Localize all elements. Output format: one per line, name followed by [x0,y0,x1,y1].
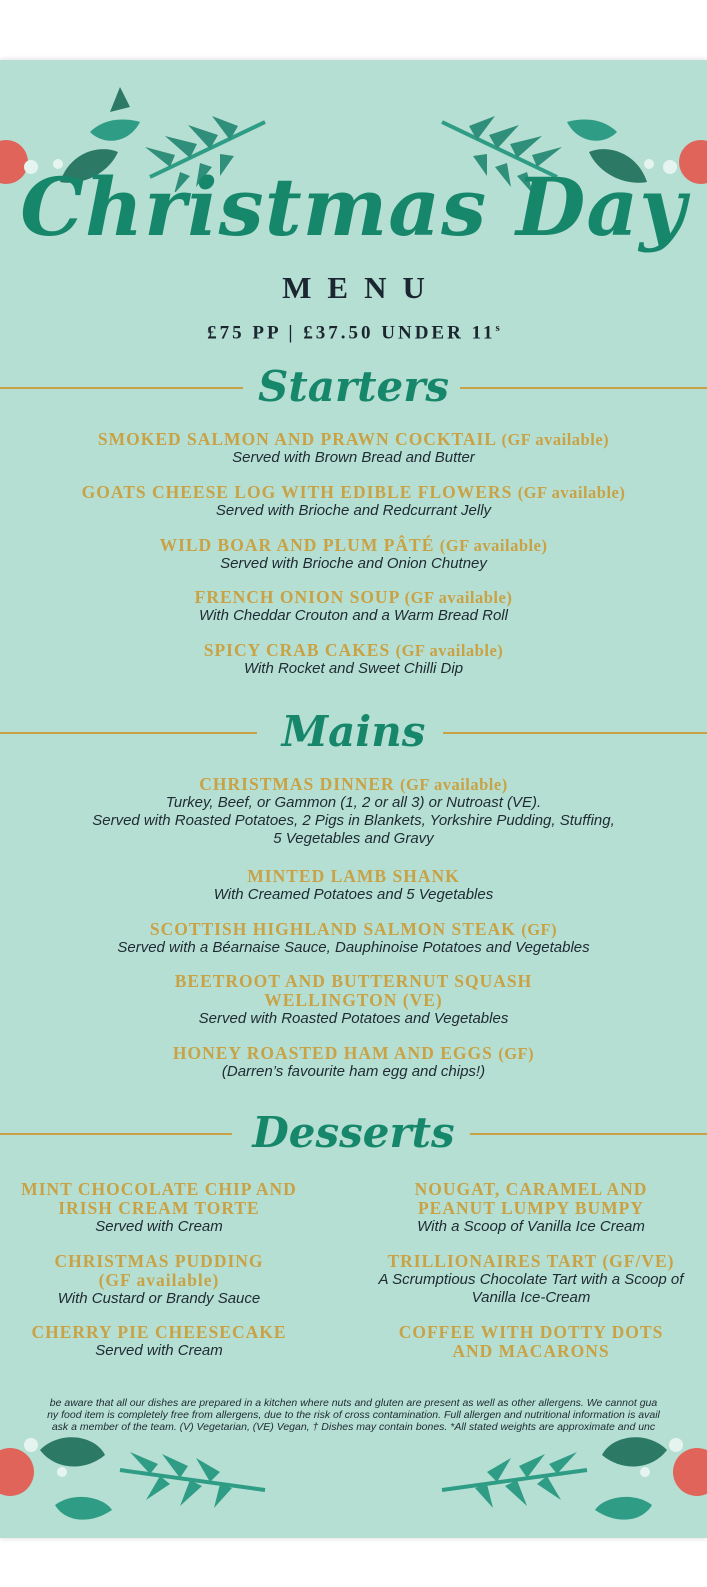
starters-heading [0,357,707,417]
item-description: A Scrumptious Chocolate Tart with a Scoop of [378,1271,684,1288]
item-name: NOUGAT, CARAMEL AND [414,1179,648,1199]
item-description: (Darren’s favourite ham egg and chips!) [221,1063,486,1080]
christmas-menu [0,60,707,1538]
item-description: With Rocket and Sweet Chilli Dip [243,660,464,677]
menu-item [0,920,707,957]
menu-item [0,775,707,848]
menu-subtitle: MENU [282,270,441,305]
menu-item [0,641,707,678]
section-title-mains: Mains [281,707,426,756]
item-description: With Cheddar Crouton and a Warm Bread Roll [199,607,508,624]
dessert-item [355,1252,707,1307]
item-description: Turkey, Beef, or Gammon (1, 2 or all 3) or Nutroast (VE). [165,794,542,811]
item-tag: (GF available) [98,1270,220,1290]
item-tag: (GF available) [404,588,513,607]
disclaimer-line: be aware that all our dishes are prepared in a kitchen where nuts and gluten are present as well as other allergens. We cannot gua [49,1397,658,1409]
item-name: FRENCH ONION SOUP [194,587,400,607]
item-name: SCOTTISH HIGHLAND SALMON STEAK [149,919,516,939]
item-tag: (GF available) [501,430,610,449]
item-description: Vanilla Ice-Cream [471,1289,591,1306]
menu-item [0,588,707,625]
item-name: MINTED LAMB SHANK [247,866,460,886]
item-name: PEANUT LUMPY BUMPY [417,1198,645,1218]
page-title: Christmas Day [20,160,687,254]
price-text: £75 PP | £37.50 UNDER 11 [207,322,496,344]
item-description: With Custard or Brandy Sauce [57,1290,261,1307]
menu-item [0,430,707,467]
item-tag: (GF available) [439,536,548,555]
item-description: Served with Brown Bread and Butter [232,449,475,466]
item-name: SMOKED SALMON AND PRAWN COCKTAIL [97,429,497,449]
menu-item [0,972,707,1028]
item-name: GOATS CHEESE LOG WITH EDIBLE FLOWERS [81,482,513,502]
disclaimer-line: ask a member of the team. (V) Vegetarian, (VE) Vegan, † Dishes may contain bones. *All stated weights are approximate and unc [51,1421,656,1433]
item-description: With Creamed Potatoes and 5 Vegetables [213,886,494,903]
item-description: Served with Brioche and Onion Chutney [220,555,487,572]
item-description: Served with Roasted Potatoes and Vegetables [198,1010,509,1027]
section-title-desserts: Desserts [252,1108,455,1157]
menu-item [0,483,707,520]
menu-item [0,536,707,573]
item-name: MINT CHOCOLATE CHIP AND [21,1179,297,1199]
item-name: TRILLIONAIRES TART (GF/VE) [387,1251,675,1271]
item-name: WELLINGTON (VE) [264,990,443,1010]
item-tag: (GF) [498,1044,535,1063]
menu-item [0,1044,707,1081]
item-name: AND MACARONS [452,1341,610,1361]
item-name: WILD BOAR AND PLUM PÂTÉ [159,535,435,555]
price-line [0,322,707,344]
item-name: CHERRY PIE CHEESECAKE [31,1322,287,1342]
item-tag: (GF available) [400,775,508,794]
desserts-heading [0,1103,707,1163]
item-description: Served with Cream [95,1342,223,1359]
dessert-item [355,1180,707,1236]
menu-item [0,867,707,904]
price-suffix: s [495,322,500,334]
dessert-item [0,1323,318,1360]
item-name: HONEY ROASTED HAM AND EGGS [172,1043,493,1063]
item-tag: (GF available) [395,641,504,660]
holly-decoration-bottom [0,1410,707,1538]
item-name: CHRISTMAS DINNER [199,774,395,794]
item-name: BEETROOT AND BUTTERNUT SQUASH [174,971,533,991]
section-title-starters: Starters [258,362,449,411]
item-name: IRISH CREAM TORTE [58,1198,260,1218]
item-description: 5 Vegetables and Gravy [273,830,434,847]
item-description: Served with a Béarnaise Sauce, Dauphinoise Potatoes and Vegetables [117,939,590,956]
item-description: Served with Brioche and Redcurrant Jelly [215,502,492,519]
item-name: COFFEE WITH DOTTY DOTS [398,1322,664,1342]
item-name: SPICY CRAB CAKES [203,640,391,660]
item-description: Served with Roasted Potatoes, 2 Pigs in Blankets, Yorkshire Pudding, Stuffing, [92,812,615,829]
item-tag: (GF) [521,920,558,939]
item-description: Served with Cream [95,1218,223,1235]
dessert-item [355,1323,707,1361]
mains-heading [0,702,707,762]
dessert-item [0,1252,318,1308]
item-name: CHRISTMAS PUDDING [54,1251,264,1271]
item-tag: (GF available) [517,483,626,502]
disclaimer-line: ny food item is completely free from allergens, due to the risk of cross contamination. Full allergen and nutritional information is avail [47,1409,660,1421]
dessert-item [0,1180,318,1236]
item-description: With a Scoop of Vanilla Ice Cream [417,1218,645,1235]
